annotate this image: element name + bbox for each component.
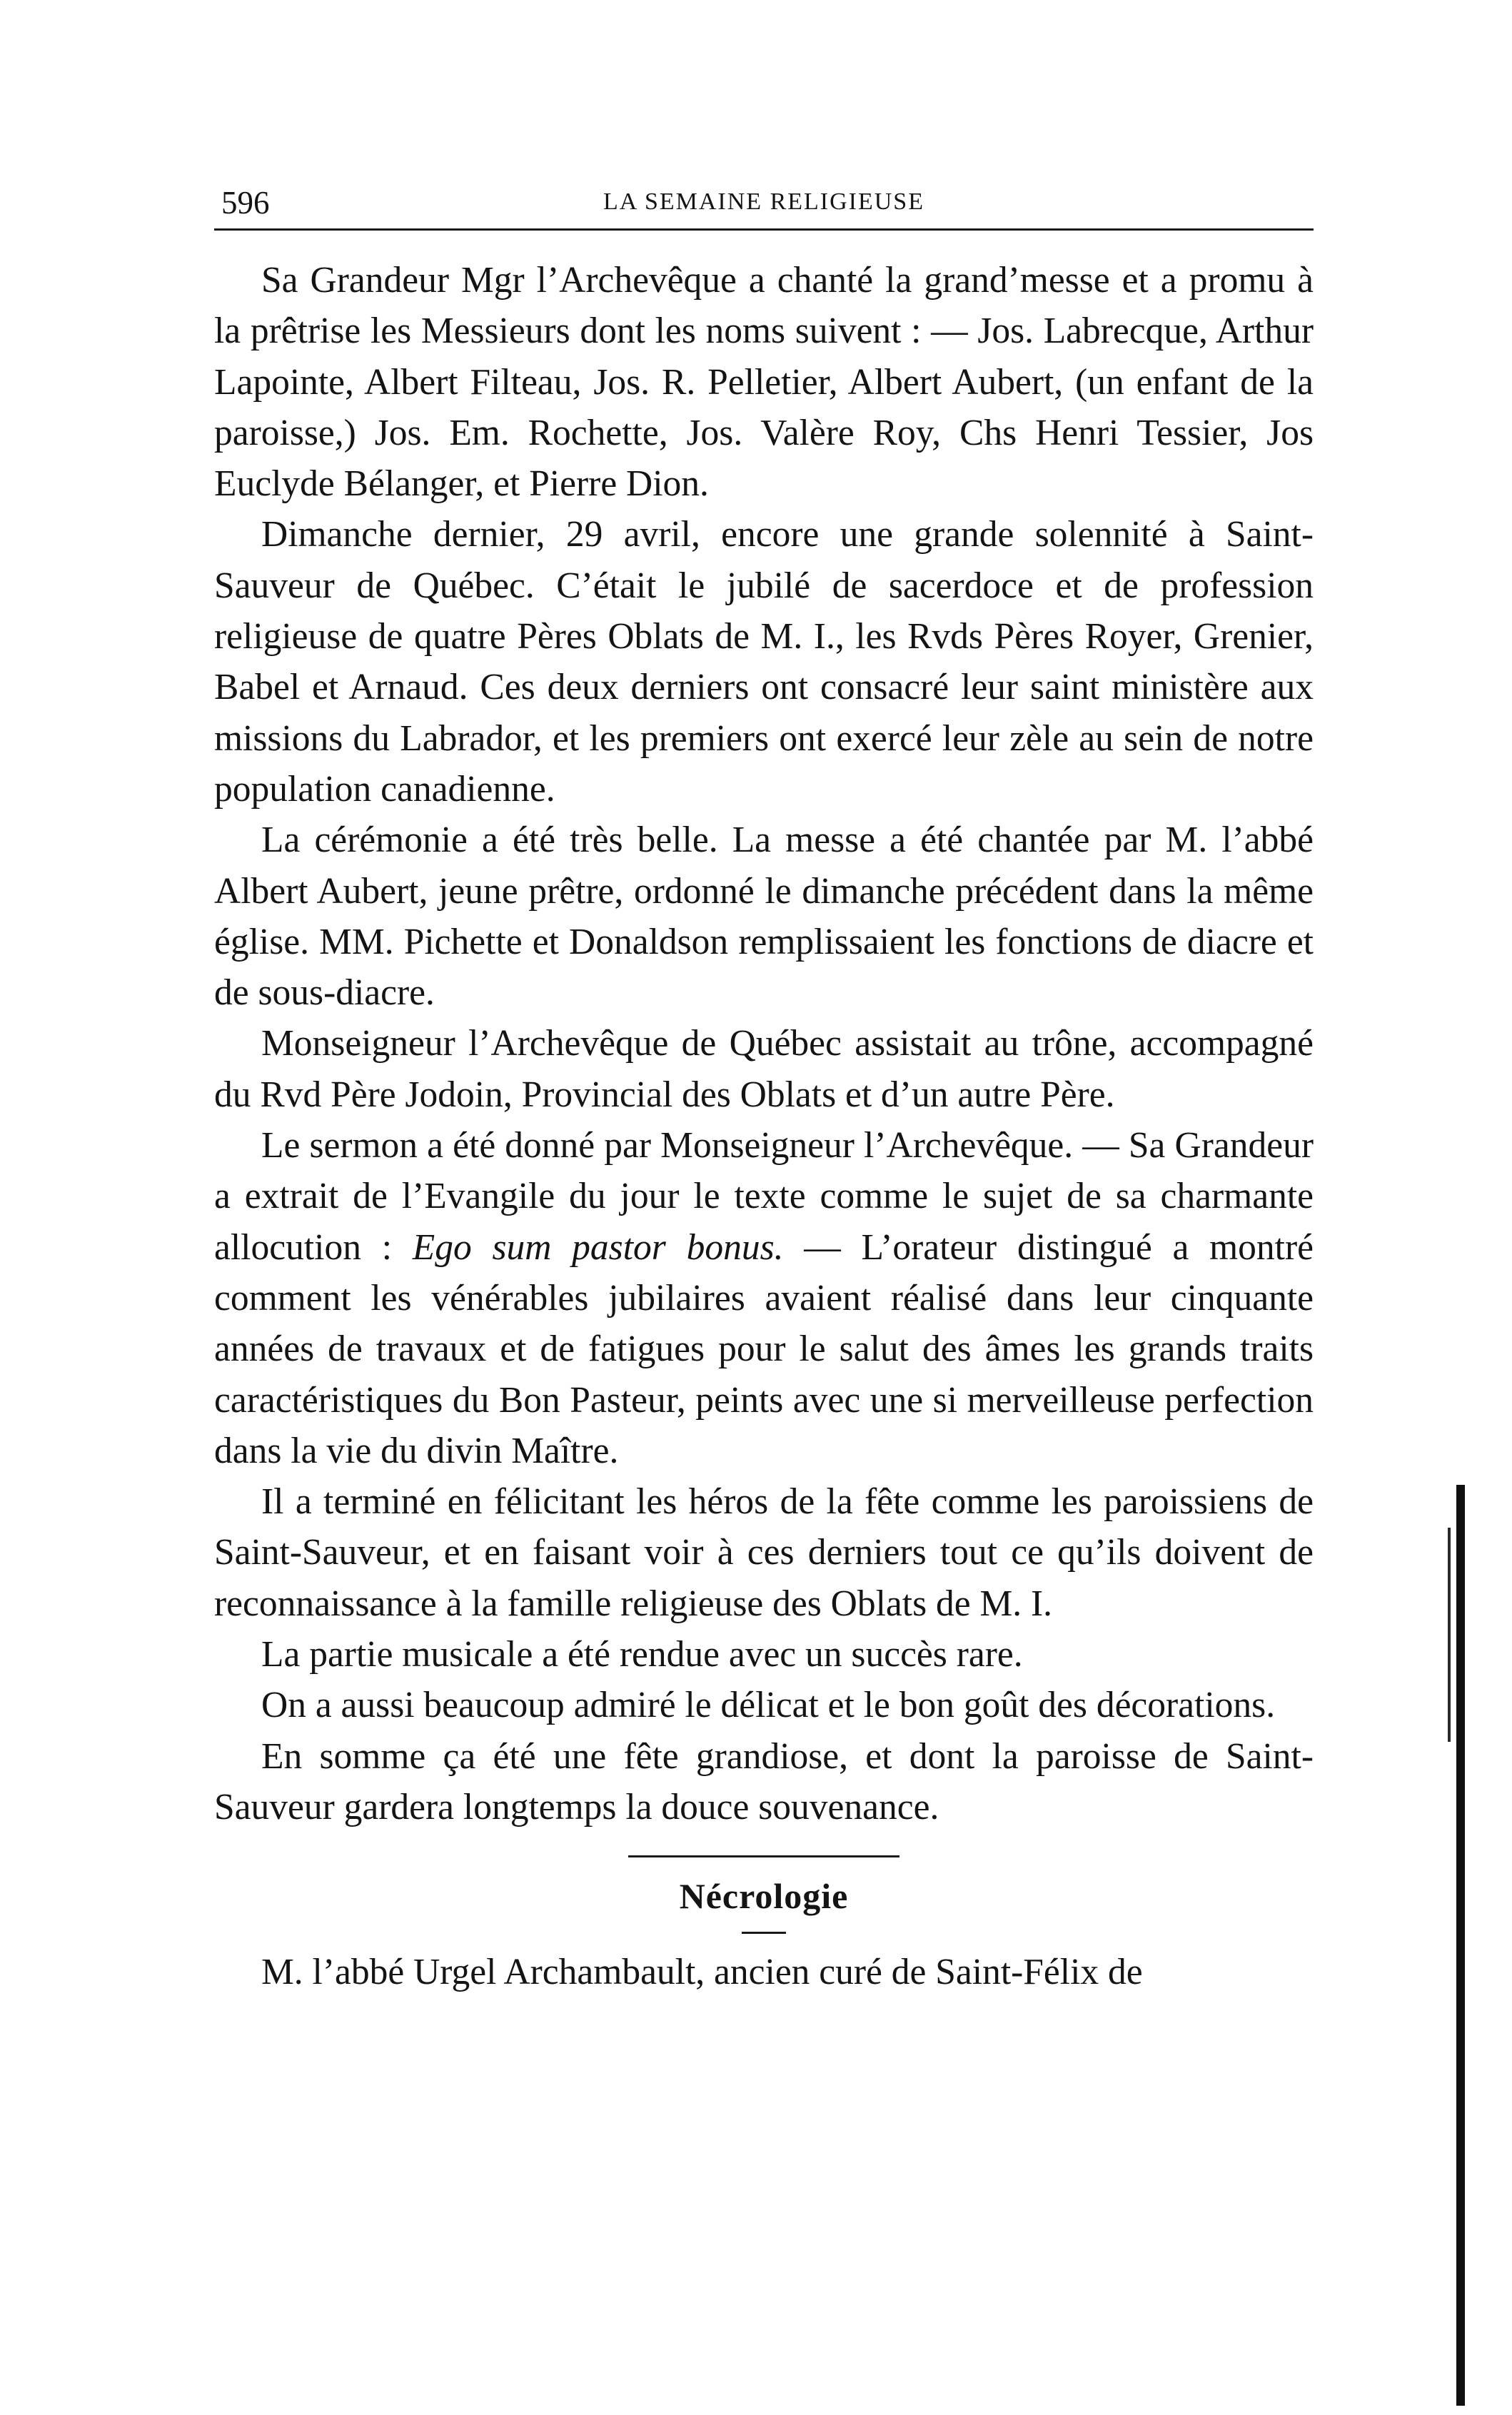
- sermon-text-before: Le sermon a été donné par Monseigneur l’Archevêque. — Sa Grandeur a extrait de l’Evangile du jour le texte comme le sujet de sa charmante allocution :: [214, 1125, 1314, 1268]
- running-head: [214, 178, 1314, 231]
- paragraph-ordination: Sa Grandeur Mgr l’Archevêque a chanté la grand’messe et a promu à la prêtrise les Messieurs dont les noms suivent : — Jos. Labrecque, Arthur Lapointe, Albert Filteau, Jos. R. Pelletier, Albert Aubert, (un enfant de la paroisse,) Jos. Em. Rochette, Jos. Valère Roy, Chs Henri Tessier, Jos Euclyde Bélanger, et Pierre Dion.: [214, 260, 1314, 505]
- paragraph-music: La partie musicale a été rendue avec un succès rare.: [261, 1634, 1023, 1675]
- article-body: [214, 255, 1314, 1832]
- necrologie-title: Nécrologie: [679, 1876, 849, 1917]
- title-underline: [742, 1932, 786, 1934]
- paragraph-sermon: [214, 1120, 1314, 1476]
- scan-margin-shadow: [1456, 1485, 1465, 2406]
- paragraph-summary: En somme ça été une fête grandiose, et dont la paroisse de Saint-Sauveur gardera longtemps la douce souvenance.: [214, 1735, 1314, 1827]
- section-separator: [628, 1855, 899, 1857]
- header-title: LA SEMAINE RELIGIEUSE: [603, 188, 924, 215]
- sermon-text-after: — L’orateur distingué a montré comment les vénérables jubilaires avaient réalisé dans leur cinquante années de travaux et de fatigues pour le salut des âmes les grands traits caractéristiques du Bon Pasteur, peints avec une si merveilleuse perfection dans la vie du divin Maître.: [214, 1226, 1314, 1471]
- paragraph-conclusion-sermon: Il a terminé en félicitant les héros de la fête comme les paroissiens de Saint-Sauveur, et en faisant voir à ces derniers tout ce qu’ils doivent de reconnaissance à la famille religieuse des Oblats de M. I.: [214, 1481, 1314, 1624]
- page-number: 596: [221, 185, 270, 221]
- latin-quotation: Ego sum pastor bonus.: [412, 1226, 784, 1268]
- paragraph-archbishop: Monseigneur l’Archevêque de Québec assistait au trône, accompagné du Rvd Père Jodoin, Provincial des Oblats et d’un autre Père.: [214, 1023, 1314, 1115]
- paragraph-ceremony: La cérémonie a été très belle. La messe a été chantée par M. l’abbé Albert Aubert, jeune prêtre, ordonné le dimanche précédent dans la même église. MM. Pichette et Donaldson remplissaient les fonctions de diacre et de sous-diacre.: [214, 820, 1314, 1014]
- paragraph-decorations: On a aussi beaucoup admiré le délicat et le bon goût des décorations.: [261, 1685, 1276, 1726]
- necrologie-paragraph: M. l’abbé Urgel Archambault, ancien curé de Saint-Félix de: [261, 1952, 1143, 1993]
- scan-margin-line: [1448, 1528, 1451, 1742]
- paragraph-jubilee: Dimanche dernier, 29 avril, encore une grande solennité à Saint-Sauveur de Québec. C’était le jubilé de sacerdoce et de profession religieuse de quatre Pères Oblats de M. I., les Rvds Pères Royer, Grenier, Babel et Arnaud. Ces deux derniers ont consacré leur saint ministère aux missions du Labrador, et les premiers ont exercé leur zèle au sein de notre population canadienne.: [214, 514, 1314, 810]
- necrologie-body: [214, 1947, 1314, 1997]
- page: [214, 178, 1314, 1998]
